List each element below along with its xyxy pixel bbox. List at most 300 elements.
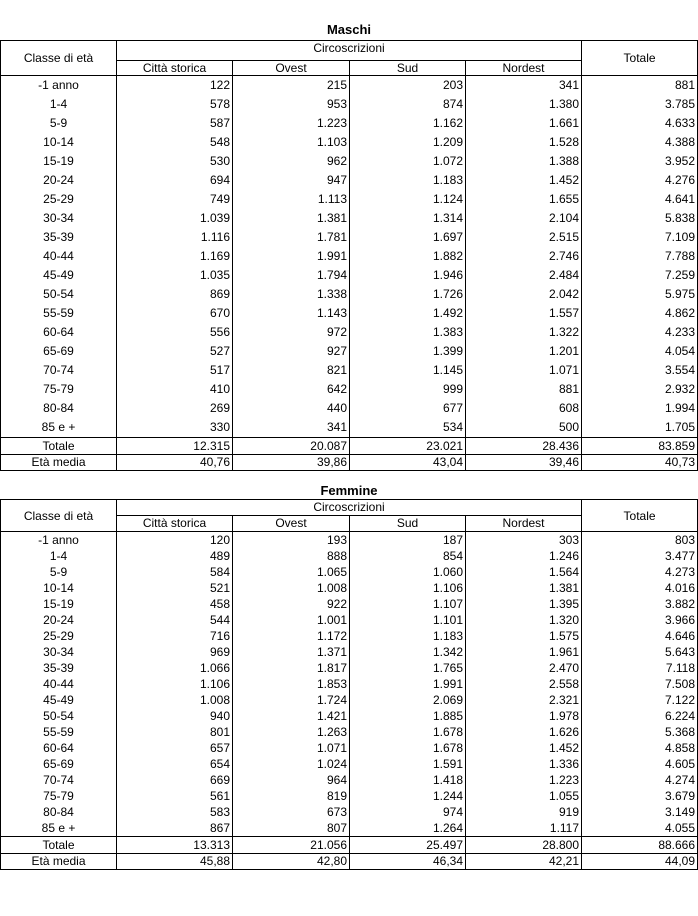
value-cell: 4.858 [582,740,698,756]
value-cell: 807 [233,820,350,837]
table-row [1,660,698,676]
column-header: Nordest [466,61,582,76]
title-maschi: Maschi [326,22,372,37]
header-row [1,500,698,516]
value-cell: 801 [117,724,233,740]
age-class-cell: 55-59 [1,724,117,740]
value-cell: 1.264 [350,820,466,837]
value-cell: 1.143 [233,304,350,323]
value-cell: 1.223 [233,114,350,133]
value-cell: 677 [350,399,466,418]
value-cell: 1.381 [466,580,582,596]
value-cell: 1.024 [233,756,350,772]
table-row [1,532,698,549]
totale-value: 13.313 [117,837,233,854]
circoscrizioni-header: Circoscrizioni [117,41,582,61]
value-cell: 534 [350,418,466,438]
age-class-cell: 10-14 [1,580,117,596]
totale-value: 21.056 [233,837,350,854]
value-cell: 1.528 [466,133,582,152]
value-cell: 4.862 [582,304,698,323]
value-cell: 881 [582,76,698,96]
value-cell: 1.817 [233,660,350,676]
value-cell: 1.314 [350,209,466,228]
table-row [1,820,698,837]
value-cell: 947 [233,171,350,190]
age-class-cell: 25-29 [1,190,117,209]
eta-media-value: 46,34 [350,854,466,870]
value-cell: 7.508 [582,676,698,692]
age-class-cell: 40-44 [1,676,117,692]
value-cell: 1.724 [233,692,350,708]
value-cell: 215 [233,76,350,96]
value-cell: 1.794 [233,266,350,285]
value-cell: 1.338 [233,285,350,304]
value-cell: 1.209 [350,133,466,152]
age-class-cell: 30-34 [1,644,117,660]
age-class-cell: 35-39 [1,660,117,676]
value-cell: 962 [233,152,350,171]
value-cell: 5.368 [582,724,698,740]
age-class-cell: -1 anno [1,76,117,96]
value-cell: 1.263 [233,724,350,740]
table-row [1,708,698,724]
value-cell: 458 [117,596,233,612]
value-cell: 1.399 [350,342,466,361]
totale-value: 25.497 [350,837,466,854]
value-cell: 1.071 [233,740,350,756]
table-row [1,133,698,152]
value-cell: 410 [117,380,233,399]
value-cell: 440 [233,399,350,418]
table-row [1,724,698,740]
column-header: Ovest [233,61,350,76]
totale-value: 23.021 [350,438,466,455]
value-cell: 1.421 [233,708,350,724]
value-cell: 694 [117,171,233,190]
value-cell: 303 [466,532,582,549]
table-row [1,772,698,788]
value-cell: 2.746 [466,247,582,266]
value-cell: 5.975 [582,285,698,304]
totale-header: Totale [582,41,698,76]
value-cell: 3.966 [582,612,698,628]
value-cell: 803 [582,532,698,549]
value-cell: 2.515 [466,228,582,247]
value-cell: 1.071 [466,361,582,380]
value-cell: 1.107 [350,596,466,612]
circoscrizioni-header: Circoscrizioni [117,500,582,516]
value-cell: 548 [117,133,233,152]
totale-row [1,438,698,455]
value-cell: 4.605 [582,756,698,772]
value-cell: 7.109 [582,228,698,247]
value-cell: 1.113 [233,190,350,209]
eta-media-value: 42,21 [466,854,582,870]
value-cell: 3.882 [582,596,698,612]
value-cell: 867 [117,820,233,837]
totale-value: 88.666 [582,837,698,854]
age-class-cell: 50-54 [1,708,117,724]
value-cell: 269 [117,399,233,418]
value-cell: 583 [117,804,233,820]
value-cell: 2.470 [466,660,582,676]
value-cell: 4.633 [582,114,698,133]
table-row [1,114,698,133]
eta-media-value: 40,76 [117,455,233,471]
value-cell: 974 [350,804,466,820]
table-maschi [0,40,698,471]
age-class-cell: 65-69 [1,756,117,772]
table-row [1,323,698,342]
value-cell: 1.765 [350,660,466,676]
table-row [1,361,698,380]
column-header: Città storica [117,516,233,532]
column-header: Sud [350,516,466,532]
value-cell: 888 [233,548,350,564]
value-cell: 2.069 [350,692,466,708]
value-cell: 1.661 [466,114,582,133]
value-cell: 4.055 [582,820,698,837]
age-class-cell: 25-29 [1,628,117,644]
value-cell: 1.452 [466,740,582,756]
value-cell: 4.388 [582,133,698,152]
age-class-cell: 40-44 [1,247,117,266]
age-class-cell: 30-34 [1,209,117,228]
age-class-cell: 5-9 [1,564,117,580]
value-cell: 1.371 [233,644,350,660]
value-cell: 120 [117,532,233,549]
value-cell: 3.477 [582,548,698,564]
value-cell: 657 [117,740,233,756]
table-row [1,740,698,756]
value-cell: 881 [466,380,582,399]
table-row [1,804,698,820]
value-cell: 749 [117,190,233,209]
value-cell: 556 [117,323,233,342]
value-cell: 1.336 [466,756,582,772]
value-cell: 1.124 [350,190,466,209]
value-cell: 1.246 [466,548,582,564]
value-cell: 544 [117,612,233,628]
table-row [1,612,698,628]
value-cell: 716 [117,628,233,644]
table-row [1,564,698,580]
value-cell: 2.558 [466,676,582,692]
classe-header: Classe di età [1,500,117,532]
value-cell: 654 [117,756,233,772]
value-cell: 819 [233,788,350,804]
value-cell: 972 [233,323,350,342]
value-cell: 3.149 [582,804,698,820]
value-cell: 608 [466,399,582,418]
value-cell: 1.223 [466,772,582,788]
value-cell: 1.116 [117,228,233,247]
value-cell: 1.994 [582,399,698,418]
value-cell: 4.646 [582,628,698,644]
value-cell: 1.591 [350,756,466,772]
table-row [1,247,698,266]
value-cell: 1.101 [350,612,466,628]
table-row [1,285,698,304]
value-cell: 1.564 [466,564,582,580]
value-cell: 922 [233,596,350,612]
eta-media-value: 43,04 [350,455,466,471]
value-cell: 7.788 [582,247,698,266]
value-cell: 1.172 [233,628,350,644]
header-row [1,41,698,61]
value-cell: 1.001 [233,612,350,628]
age-class-cell: 65-69 [1,342,117,361]
value-cell: 1.244 [350,788,466,804]
age-class-cell: 85 e + [1,418,117,438]
value-cell: 6.224 [582,708,698,724]
table-row [1,95,698,114]
value-cell: 2.104 [466,209,582,228]
value-cell: 1.678 [350,740,466,756]
age-class-cell: 10-14 [1,133,117,152]
value-cell: 969 [117,644,233,660]
age-class-cell: 20-24 [1,612,117,628]
value-cell: 1.201 [466,342,582,361]
value-cell: 999 [350,380,466,399]
value-cell: 521 [117,580,233,596]
value-cell: 1.106 [350,580,466,596]
value-cell: 874 [350,95,466,114]
classe-header: Classe di età [1,41,117,76]
value-cell: 4.273 [582,564,698,580]
age-class-cell: 20-24 [1,171,117,190]
table-row [1,152,698,171]
value-cell: 1.169 [117,247,233,266]
totale-label: Totale [1,837,117,854]
eta-media-label: Età media [1,455,117,471]
value-cell: 854 [350,548,466,564]
age-class-cell: 1-4 [1,548,117,564]
value-cell: 1.961 [466,644,582,660]
value-cell: 187 [350,532,466,549]
age-class-cell: 80-84 [1,399,117,418]
value-cell: 1.991 [350,676,466,692]
table-row [1,380,698,399]
value-cell: 1.492 [350,304,466,323]
age-class-cell: 60-64 [1,740,117,756]
age-class-cell: 75-79 [1,788,117,804]
eta-media-row [1,854,698,870]
value-cell: 1.383 [350,323,466,342]
table-femmine [0,499,698,870]
value-cell: 2.932 [582,380,698,399]
value-cell: 953 [233,95,350,114]
eta-media-row [1,455,698,471]
totale-label: Totale [1,438,117,455]
table-row [1,171,698,190]
value-cell: 919 [466,804,582,820]
value-cell: 642 [233,380,350,399]
value-cell: 5.643 [582,644,698,660]
value-cell: 7.118 [582,660,698,676]
table-row [1,676,698,692]
value-cell: 1.978 [466,708,582,724]
table-row [1,304,698,323]
value-cell: 1.342 [350,644,466,660]
table-row [1,228,698,247]
value-cell: 1.991 [233,247,350,266]
value-cell: 673 [233,804,350,820]
value-cell: 7.259 [582,266,698,285]
table-row [1,418,698,438]
age-class-cell: 75-79 [1,380,117,399]
value-cell: 1.106 [117,676,233,692]
value-cell: 1.575 [466,628,582,644]
value-cell: 1.008 [233,580,350,596]
value-cell: 203 [350,76,466,96]
totale-row [1,837,698,854]
value-cell: 1.885 [350,708,466,724]
value-cell: 1.320 [466,612,582,628]
table-row [1,266,698,285]
totale-header: Totale [582,500,698,532]
value-cell: 964 [233,772,350,788]
value-cell: 489 [117,548,233,564]
value-cell: 4.274 [582,772,698,788]
value-cell: 1.781 [233,228,350,247]
age-class-cell: 15-19 [1,152,117,171]
value-cell: 341 [233,418,350,438]
age-class-cell: 45-49 [1,266,117,285]
value-cell: 2.042 [466,285,582,304]
value-cell: 1.066 [117,660,233,676]
age-class-cell: 35-39 [1,228,117,247]
value-cell: 122 [117,76,233,96]
value-cell: 193 [233,532,350,549]
value-cell: 670 [117,304,233,323]
value-cell: 1.705 [582,418,698,438]
table-row [1,644,698,660]
table-row [1,580,698,596]
value-cell: 587 [117,114,233,133]
value-cell: 7.122 [582,692,698,708]
column-header: Città storica [117,61,233,76]
value-cell: 1.183 [350,171,466,190]
value-cell: 2.484 [466,266,582,285]
eta-media-value: 39,46 [466,455,582,471]
value-cell: 530 [117,152,233,171]
table-row [1,342,698,361]
table-row [1,692,698,708]
value-cell: 1.882 [350,247,466,266]
age-class-cell: 70-74 [1,772,117,788]
table-row [1,548,698,564]
value-cell: 927 [233,342,350,361]
table-row [1,190,698,209]
totale-value: 83.859 [582,438,698,455]
value-cell: 3.554 [582,361,698,380]
age-class-cell: 60-64 [1,323,117,342]
age-class-cell: 45-49 [1,692,117,708]
totale-value: 20.087 [233,438,350,455]
value-cell: 1.055 [466,788,582,804]
age-class-cell: -1 anno [1,532,117,549]
value-cell: 341 [466,76,582,96]
age-class-cell: 5-9 [1,114,117,133]
value-cell: 869 [117,285,233,304]
value-cell: 3.952 [582,152,698,171]
value-cell: 1.853 [233,676,350,692]
column-header: Sud [350,61,466,76]
value-cell: 1.035 [117,266,233,285]
table-row [1,788,698,804]
value-cell: 500 [466,418,582,438]
value-cell: 4.054 [582,342,698,361]
table-row [1,209,698,228]
value-cell: 1.183 [350,628,466,644]
value-cell: 1.145 [350,361,466,380]
column-header: Ovest [233,516,350,532]
age-class-cell: 1-4 [1,95,117,114]
value-cell: 517 [117,361,233,380]
value-cell: 1.418 [350,772,466,788]
table-row [1,628,698,644]
value-cell: 1.162 [350,114,466,133]
age-class-cell: 80-84 [1,804,117,820]
eta-media-value: 40,73 [582,455,698,471]
value-cell: 1.060 [350,564,466,580]
age-class-cell: 15-19 [1,596,117,612]
value-cell: 1.626 [466,724,582,740]
eta-media-value: 42,80 [233,854,350,870]
value-cell: 1.557 [466,304,582,323]
value-cell: 3.785 [582,95,698,114]
value-cell: 578 [117,95,233,114]
value-cell: 1.697 [350,228,466,247]
value-cell: 5.838 [582,209,698,228]
value-cell: 1.380 [466,95,582,114]
age-class-cell: 85 e + [1,820,117,837]
totale-value: 28.436 [466,438,582,455]
value-cell: 4.276 [582,171,698,190]
value-cell: 1.452 [466,171,582,190]
eta-media-label: Età media [1,854,117,870]
eta-media-value: 45,88 [117,854,233,870]
value-cell: 940 [117,708,233,724]
value-cell: 1.388 [466,152,582,171]
value-cell: 3.679 [582,788,698,804]
value-cell: 561 [117,788,233,804]
value-cell: 527 [117,342,233,361]
value-cell: 1.072 [350,152,466,171]
age-class-cell: 50-54 [1,285,117,304]
value-cell: 1.322 [466,323,582,342]
eta-media-value: 39,86 [233,455,350,471]
value-cell: 1.117 [466,820,582,837]
table-row [1,596,698,612]
value-cell: 1.008 [117,692,233,708]
value-cell: 1.678 [350,724,466,740]
age-class-cell: 70-74 [1,361,117,380]
value-cell: 1.103 [233,133,350,152]
value-cell: 2.321 [466,692,582,708]
age-class-cell: 55-59 [1,304,117,323]
value-cell: 584 [117,564,233,580]
value-cell: 1.726 [350,285,466,304]
value-cell: 1.946 [350,266,466,285]
value-cell: 669 [117,772,233,788]
column-header: Nordest [466,516,582,532]
value-cell: 1.381 [233,209,350,228]
table-row [1,399,698,418]
value-cell: 1.655 [466,190,582,209]
